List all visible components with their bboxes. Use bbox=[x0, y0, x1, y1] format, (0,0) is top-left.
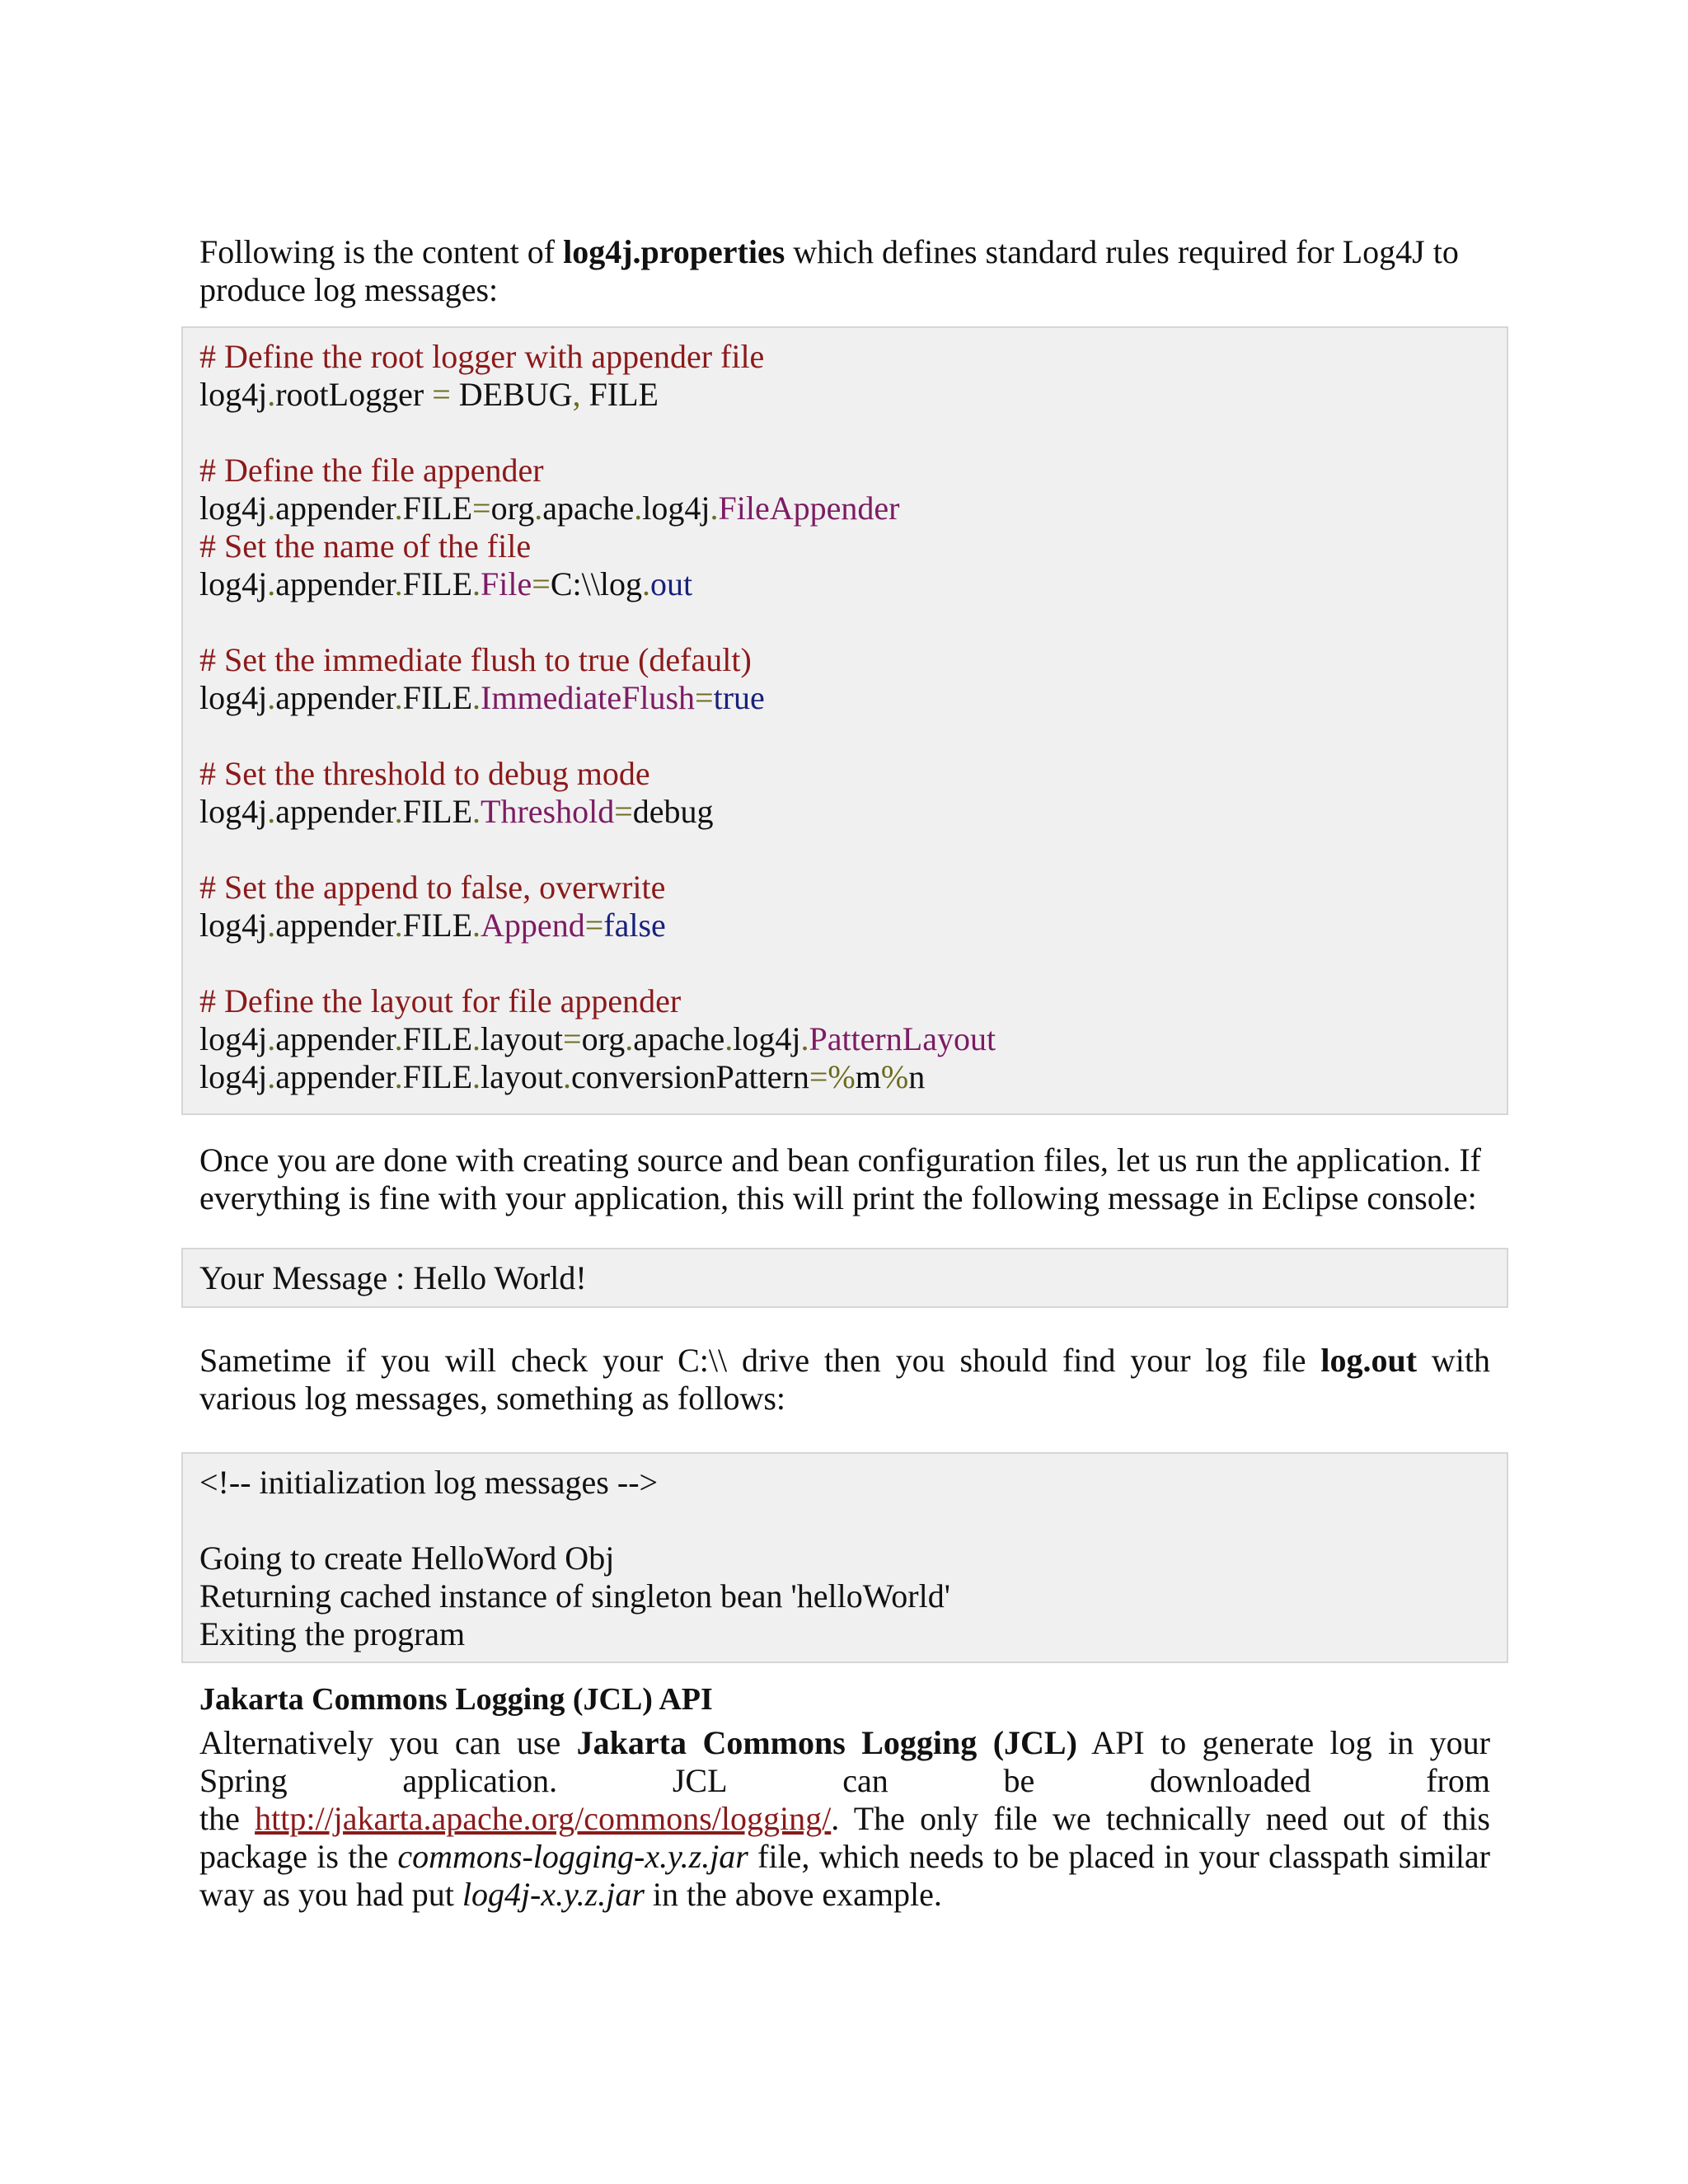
code-line: log4j.appender.FILE=org.apache.log4j.FileAppender bbox=[199, 490, 900, 527]
log-line-1: Sametime if you will check your C:\\ drive then you should find your log file log.out with bbox=[199, 1342, 1490, 1379]
run-line-2: everything is fine with your application, this will print the following message in Eclipse console: bbox=[199, 1179, 1477, 1216]
code-blank-line bbox=[199, 831, 1490, 869]
intro-paragraph bbox=[199, 233, 1490, 309]
code-line: log4j.appender.FILE.layout.conversionPattern=%m%n bbox=[199, 1058, 926, 1095]
code-line: log4j.appender.FILE.ImmediateFlush=true bbox=[199, 679, 765, 716]
code-blank-line bbox=[199, 944, 1490, 982]
jcl-download-link[interactable]: http://jakarta.apache.org/commons/logging/ bbox=[255, 1800, 832, 1837]
commons-logging-jar: commons-logging-x.y.z.jar bbox=[397, 1838, 748, 1875]
run-paragraph bbox=[199, 1141, 1490, 1217]
code-comment: # Set the immediate flush to true (default) bbox=[199, 641, 752, 678]
log-line: Going to create HelloWord Obj bbox=[199, 1540, 615, 1577]
code-line: log4j.appender.FILE.Threshold=debug bbox=[199, 793, 714, 830]
log-line: Exiting the program bbox=[199, 1615, 466, 1652]
code-line: log4j.rootLogger = DEBUG, FILE bbox=[199, 376, 659, 413]
code-line: log4j.appender.FILE.layout=org.apache.log4j.PatternLayout bbox=[199, 1020, 996, 1057]
log-out-filename: log.out bbox=[1320, 1342, 1418, 1379]
code-comment: # Define the file appender bbox=[199, 452, 544, 489]
intro-line-1 bbox=[199, 233, 1490, 271]
code-line: log4j.appender.FILE.File=C:\\log.out bbox=[199, 565, 693, 602]
jcl-paragraph bbox=[199, 1724, 1490, 1914]
jcl-name: Jakarta Commons Logging (JCL) bbox=[576, 1724, 1077, 1761]
log-line-2: various log messages, something as follows: bbox=[199, 1380, 786, 1417]
run-line-1: Once you are done with creating source and bean configuration files, let us run the application. If bbox=[199, 1141, 1481, 1179]
jcl-line-1: Alternatively you can use Jakarta Commons Logging (JCL) API to generate log in your bbox=[199, 1724, 1490, 1761]
intro-text: Following is the content of bbox=[199, 233, 564, 270]
code-blank-line bbox=[199, 1502, 1490, 1540]
jcl-line-5: way as you had put log4j-x.y.z.jar in the above example. bbox=[199, 1876, 942, 1913]
log4j-jar: log4j-x.y.z.jar bbox=[462, 1876, 645, 1913]
console-output-block bbox=[181, 1248, 1508, 1308]
log4j-properties-filename: log4j.properties bbox=[563, 233, 785, 270]
code-line: log4j.appender.FILE.Append=false bbox=[199, 907, 666, 944]
log-file-paragraph bbox=[199, 1342, 1490, 1418]
intro-line-2: produce log messages: bbox=[199, 271, 499, 308]
page-content bbox=[199, 233, 1490, 1914]
jcl-line-4: package is the commons-logging-x.y.z.jar file, which needs to be placed in your classpath similar bbox=[199, 1838, 1491, 1875]
code-blank-line bbox=[199, 414, 1490, 452]
code-comment: # Set the threshold to debug mode bbox=[199, 755, 650, 792]
code-blank-line bbox=[199, 603, 1490, 641]
log-output-block bbox=[181, 1452, 1508, 1663]
console-message: Your Message : Hello World! bbox=[199, 1259, 587, 1296]
code-blank-line bbox=[199, 717, 1490, 755]
code-comment: # Set the append to false, overwrite bbox=[199, 869, 666, 906]
code-comment: # Set the name of the file bbox=[199, 527, 532, 565]
jcl-line-2: Spring application. JCL can be downloaded from bbox=[199, 1762, 1490, 1799]
jcl-line-3: the http://jakarta.apache.org/commons/logging/. The only file we technically need out of this bbox=[199, 1800, 1490, 1837]
log4j-properties-code-block bbox=[181, 326, 1508, 1115]
log-comment: <!-- initialization log messages --> bbox=[199, 1464, 659, 1501]
log-line: Returning cached instance of singleton bean 'helloWorld' bbox=[199, 1577, 950, 1615]
jcl-heading: Jakarta Commons Logging (JCL) API bbox=[199, 1682, 713, 1717]
code-comment: # Define the layout for file appender bbox=[199, 982, 682, 1019]
code-comment: # Define the root logger with appender file bbox=[199, 338, 765, 375]
intro-text-cont: which defines standard rules required for Log4J to bbox=[785, 233, 1459, 270]
